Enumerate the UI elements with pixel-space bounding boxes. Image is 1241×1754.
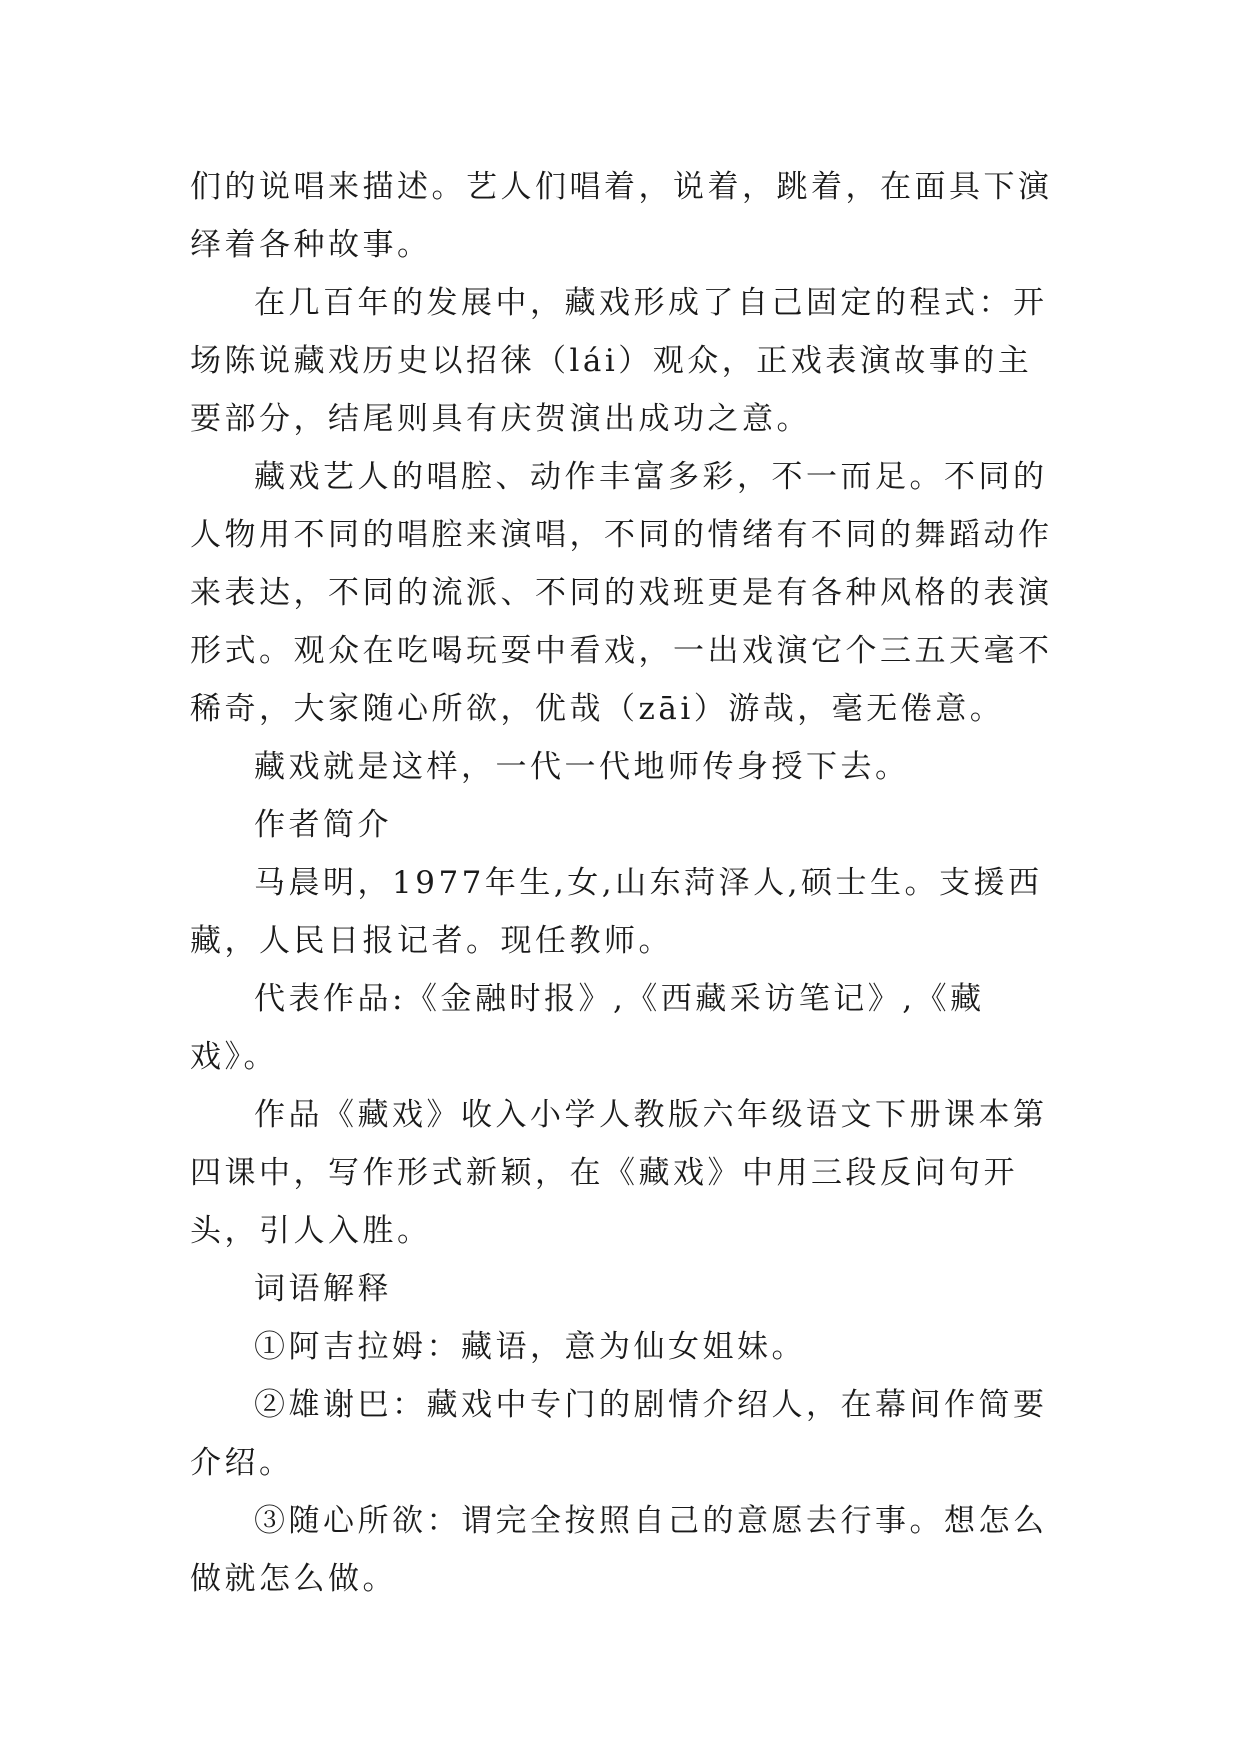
paragraph-program-structure: 在几百年的发展中，藏戏形成了自己固定的程式：开场陈说藏戏历史以招徕（lái）观众，正戏表演故事的主要部分，结尾则具有庆贺演出成功之意。	[190, 285, 1048, 437]
body-text	[190, 158, 1058, 1608]
paragraph-author-bio: 马晨明，1977年生,女,山东菏泽人,硕士生。支援西藏，人民日报记者。现任教师。	[190, 865, 1043, 959]
section-heading-glossary: 词语解释	[254, 1271, 392, 1307]
paragraph-work-description: 作品《藏戏》收入小学人教版六年级语文下册课本第四课中，写作形式新颖，在《藏戏》中用三段反问句开头，引人入胜。	[190, 1097, 1048, 1249]
glossary-item-2: ②雄谢巴：藏戏中专门的剧情介绍人，在幕间作简要介绍。	[190, 1387, 1048, 1481]
paragraph-continuation: 们的说唱来描述。艺人们唱着，说着，跳着，在面具下演绎着各种故事。	[190, 169, 1053, 263]
paragraph-representative-works: 代表作品:《金融时报》,《西藏采访笔记》,《藏戏》。	[190, 981, 985, 1075]
glossary-item-1: ①阿吉拉姆：藏语，意为仙女姐妹。	[254, 1329, 806, 1365]
glossary-item-3: ③随心所欲：谓完全按照自己的意愿去行事。想怎么做就怎么做。	[190, 1503, 1048, 1597]
section-heading-author: 作者简介	[254, 807, 392, 843]
paragraph-performance-styles: 藏戏艺人的唱腔、动作丰富多彩，不一而足。不同的人物用不同的唱腔来演唱，不同的情绪有不同的舞蹈动作来表达，不同的流派、不同的戏班更是有各种风格的表演形式。观众在吃喝玩耍中看戏，一出戏演它个三五天毫不稀奇，大家随心所欲，优哉（zāi）游哉，毫无倦意。	[190, 459, 1053, 727]
paragraph-tradition: 藏戏就是这样，一代一代地师传身授下去。	[254, 749, 910, 785]
